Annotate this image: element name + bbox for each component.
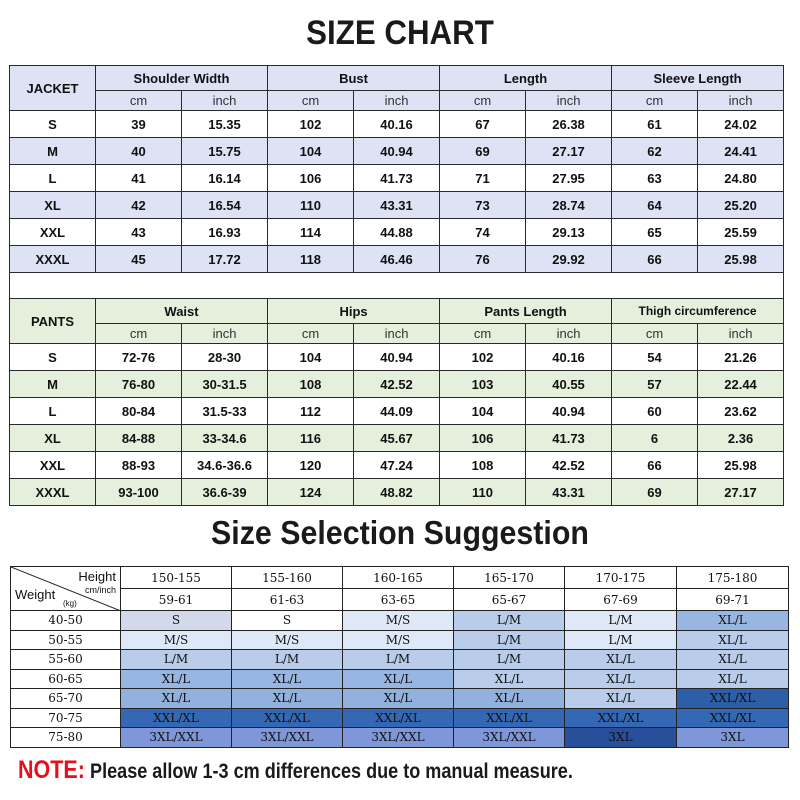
measurement-cell: 42 xyxy=(96,192,182,219)
measurement-cell: 27.17 xyxy=(526,138,612,165)
measurement-cell: 57 xyxy=(612,371,698,398)
suggested-size-cell: S xyxy=(232,611,343,631)
measurement-cell: 108 xyxy=(268,371,354,398)
suggestion-row xyxy=(11,708,789,728)
size-label: XL xyxy=(10,192,96,219)
measurement-cell: 76 xyxy=(440,246,526,273)
weight-range: 60-65 xyxy=(11,669,121,689)
height-inch-header: 61-63 xyxy=(232,589,343,611)
table-row xyxy=(10,111,784,138)
suggested-size-cell: XXL/XL xyxy=(454,708,565,728)
suggested-size-cell: XL/L xyxy=(121,669,232,689)
measurement-cell: 27.17 xyxy=(698,479,784,506)
height-inch-header: 65-67 xyxy=(454,589,565,611)
measurement-cell: 118 xyxy=(268,246,354,273)
suggested-size-cell: 3XL/XXL xyxy=(121,728,232,748)
jacket-header: Length xyxy=(440,66,612,91)
pants-size-table xyxy=(9,298,784,506)
measurement-cell: 16.14 xyxy=(182,165,268,192)
height-inch-header: 67-69 xyxy=(565,589,677,611)
measurement-cell: 25.20 xyxy=(698,192,784,219)
height-cm-row xyxy=(11,567,789,589)
measurement-cell: 43 xyxy=(96,219,182,246)
suggestion-title: Size Selection Suggestion xyxy=(211,514,589,551)
measurement-cell: 31.5-33 xyxy=(182,398,268,425)
measurement-cell: 40 xyxy=(96,138,182,165)
size-label: L xyxy=(10,165,96,192)
suggested-size-cell: XL/L xyxy=(677,650,789,670)
weight-axis-label: Weight xyxy=(15,587,56,602)
measurement-cell: 39 xyxy=(96,111,182,138)
weight-range: 40-50 xyxy=(11,611,121,631)
height-cm-header: 170-175 xyxy=(565,567,677,589)
suggested-size-cell: XXL/XL xyxy=(677,689,789,709)
measurement-cell: 2.36 xyxy=(698,425,784,452)
size-label: S xyxy=(10,111,96,138)
measurement-cell: 42.52 xyxy=(526,452,612,479)
size-label: XL xyxy=(10,425,96,452)
measurement-cell: 120 xyxy=(268,452,354,479)
note-text: Please allow 1-3 cm differences due to manual measure. xyxy=(90,760,573,783)
measurement-cell: 73 xyxy=(440,192,526,219)
suggested-size-cell: XL/L xyxy=(565,650,677,670)
suggested-size-cell: L/M xyxy=(343,650,454,670)
measurement-cell: 33-34.6 xyxy=(182,425,268,452)
suggested-size-cell: XL/L xyxy=(677,630,789,650)
height-inch-header: 63-65 xyxy=(343,589,454,611)
measurement-cell: 16.93 xyxy=(182,219,268,246)
height-axis-label: Height xyxy=(78,569,116,584)
suggested-size-cell: L/M xyxy=(565,611,677,631)
measurement-cell: 62 xyxy=(612,138,698,165)
table-row xyxy=(10,371,784,398)
jacket-header-row xyxy=(10,66,784,91)
table-row xyxy=(10,398,784,425)
unit-label: cm xyxy=(268,91,354,111)
note xyxy=(18,756,573,785)
measurement-cell: 116 xyxy=(268,425,354,452)
note-label: NOTE: xyxy=(18,756,85,784)
measurement-cell: 124 xyxy=(268,479,354,506)
size-label: L xyxy=(10,398,96,425)
pants-header: Hips xyxy=(268,299,440,324)
unit-label: inch xyxy=(526,91,612,111)
unit-label: cm xyxy=(440,91,526,111)
measurement-cell: 25.59 xyxy=(698,219,784,246)
height-cm-header: 150-155 xyxy=(121,567,232,589)
suggested-size-cell: XXL/XL xyxy=(121,708,232,728)
measurement-cell: 40.16 xyxy=(354,111,440,138)
jacket-header: Bust xyxy=(268,66,440,91)
suggested-size-cell: XL/L xyxy=(343,669,454,689)
unit-label: inch xyxy=(698,91,784,111)
measurement-cell: 30-31.5 xyxy=(182,371,268,398)
suggested-size-cell: XXL/XL xyxy=(232,708,343,728)
table-row xyxy=(10,219,784,246)
height-cm-header: 155-160 xyxy=(232,567,343,589)
suggested-size-cell: L/M xyxy=(232,650,343,670)
measurement-cell: 67 xyxy=(440,111,526,138)
measurement-cell: 76-80 xyxy=(96,371,182,398)
measurement-cell: 93-100 xyxy=(96,479,182,506)
measurement-cell: 23.62 xyxy=(698,398,784,425)
jacket-header: Sleeve Length xyxy=(612,66,784,91)
pants-header: Waist xyxy=(96,299,268,324)
measurement-cell: 29.92 xyxy=(526,246,612,273)
measurement-cell: 104 xyxy=(268,344,354,371)
weight-range: 55-60 xyxy=(11,650,121,670)
unit-label: inch xyxy=(354,91,440,111)
measurement-cell: 15.75 xyxy=(182,138,268,165)
measurement-cell: 61 xyxy=(612,111,698,138)
height-inch-header: 59-61 xyxy=(121,589,232,611)
measurement-cell: 64 xyxy=(612,192,698,219)
measurement-cell: 15.35 xyxy=(182,111,268,138)
weight-range: 50-55 xyxy=(11,630,121,650)
suggested-size-cell: 3XL xyxy=(677,728,789,748)
suggested-size-cell: L/M xyxy=(565,630,677,650)
measurement-cell: 28.74 xyxy=(526,192,612,219)
size-label: M xyxy=(10,371,96,398)
suggested-size-cell: XXL/XL xyxy=(565,708,677,728)
measurement-cell: 104 xyxy=(440,398,526,425)
suggested-size-cell: XL/L xyxy=(565,689,677,709)
table-row xyxy=(10,425,784,452)
size-suggestion-table xyxy=(10,566,789,748)
measurement-cell: 65 xyxy=(612,219,698,246)
suggested-size-cell: XL/L xyxy=(454,689,565,709)
measurement-cell: 24.80 xyxy=(698,165,784,192)
suggestion-row xyxy=(11,650,789,670)
suggested-size-cell: 3XL/XXL xyxy=(343,728,454,748)
unit-label: inch xyxy=(698,324,784,344)
measurement-cell: 110 xyxy=(440,479,526,506)
table-row xyxy=(10,479,784,506)
measurement-cell: 41.73 xyxy=(526,425,612,452)
measurement-cell: 43.31 xyxy=(526,479,612,506)
suggested-size-cell: XL/L xyxy=(232,689,343,709)
measurement-cell: 21.26 xyxy=(698,344,784,371)
unit-label: inch xyxy=(182,324,268,344)
measurement-cell: 103 xyxy=(440,371,526,398)
axis-corner-cell xyxy=(11,567,121,611)
measurement-cell: 41 xyxy=(96,165,182,192)
unit-label: inch xyxy=(526,324,612,344)
measurement-cell: 24.41 xyxy=(698,138,784,165)
size-label: XXXL xyxy=(10,246,96,273)
measurement-cell: 44.09 xyxy=(354,398,440,425)
suggestion-rows xyxy=(11,611,789,748)
measurement-cell: 24.02 xyxy=(698,111,784,138)
measurement-cell: 36.6-39 xyxy=(182,479,268,506)
measurement-cell: 40.16 xyxy=(526,344,612,371)
measurement-cell: 43.31 xyxy=(354,192,440,219)
measurement-cell: 110 xyxy=(268,192,354,219)
measurement-cell: 40.55 xyxy=(526,371,612,398)
measurement-cell: 45 xyxy=(96,246,182,273)
size-chart-title: SIZE CHART xyxy=(306,14,494,52)
measurement-cell: 88-93 xyxy=(96,452,182,479)
measurement-cell: 108 xyxy=(440,452,526,479)
suggested-size-cell: XXL/XL xyxy=(343,708,454,728)
suggested-size-cell: M/S xyxy=(343,630,454,650)
suggested-size-cell: L/M xyxy=(454,630,565,650)
measurement-cell: 102 xyxy=(440,344,526,371)
measurement-cell: 74 xyxy=(440,219,526,246)
measurement-cell: 25.98 xyxy=(698,452,784,479)
table-row xyxy=(10,138,784,165)
suggested-size-cell: XL/L xyxy=(454,669,565,689)
measurement-cell: 29.13 xyxy=(526,219,612,246)
jacket-size-table xyxy=(9,65,784,303)
suggestion-row xyxy=(11,689,789,709)
measurement-cell: 6 xyxy=(612,425,698,452)
pants-header: Pants Length xyxy=(440,299,612,324)
unit-label: cm xyxy=(612,324,698,344)
measurement-cell: 106 xyxy=(440,425,526,452)
kg-axis-label: (kg) xyxy=(63,599,77,608)
measurement-cell: 104 xyxy=(268,138,354,165)
measurement-cell: 40.94 xyxy=(354,344,440,371)
measurement-cell: 41.73 xyxy=(354,165,440,192)
table-row xyxy=(10,192,784,219)
measurement-cell: 102 xyxy=(268,111,354,138)
table-row xyxy=(10,246,784,273)
suggested-size-cell: XL/L xyxy=(121,689,232,709)
unit-label: inch xyxy=(354,324,440,344)
size-label: M xyxy=(10,138,96,165)
suggested-size-cell: 3XL/XXL xyxy=(232,728,343,748)
measurement-cell: 80-84 xyxy=(96,398,182,425)
unit-label: cm xyxy=(612,91,698,111)
measurement-cell: 69 xyxy=(440,138,526,165)
suggestion-row xyxy=(11,611,789,631)
measurement-cell: 54 xyxy=(612,344,698,371)
unit-label: cm xyxy=(268,324,354,344)
suggested-size-cell: M/S xyxy=(232,630,343,650)
suggested-size-cell: L/M xyxy=(454,611,565,631)
measurement-cell: 26.38 xyxy=(526,111,612,138)
suggested-size-cell: S xyxy=(121,611,232,631)
measurement-cell: 25.98 xyxy=(698,246,784,273)
unit-label: cm xyxy=(96,91,182,111)
pants-rows xyxy=(10,344,784,506)
unit-axis-label: cm/inch xyxy=(84,585,116,595)
measurement-cell: 66 xyxy=(612,452,698,479)
measurement-cell: 22.44 xyxy=(698,371,784,398)
height-inch-row xyxy=(11,589,789,611)
measurement-cell: 72-76 xyxy=(96,344,182,371)
measurement-cell: 48.82 xyxy=(354,479,440,506)
suggested-size-cell: XL/L xyxy=(677,611,789,631)
suggestion-row xyxy=(11,728,789,748)
unit-label: cm xyxy=(440,324,526,344)
suggested-size-cell: XL/L xyxy=(565,669,677,689)
pants-unit-row xyxy=(10,324,784,344)
suggested-size-cell: XXL/XL xyxy=(677,708,789,728)
jacket-header: Shoulder Width xyxy=(96,66,268,91)
measurement-cell: 47.24 xyxy=(354,452,440,479)
measurement-cell: 45.67 xyxy=(354,425,440,452)
jacket-unit-row xyxy=(10,91,784,111)
measurement-cell: 42.52 xyxy=(354,371,440,398)
suggested-size-cell: M/S xyxy=(121,630,232,650)
measurement-cell: 40.94 xyxy=(526,398,612,425)
suggested-size-cell: L/M xyxy=(121,650,232,670)
size-label: XXXL xyxy=(10,479,96,506)
measurement-cell: 106 xyxy=(268,165,354,192)
pants-label: PANTS xyxy=(10,299,96,344)
measurement-cell: 114 xyxy=(268,219,354,246)
suggestion-row xyxy=(11,669,789,689)
measurement-cell: 17.72 xyxy=(182,246,268,273)
table-row xyxy=(10,165,784,192)
height-cm-header: 160-165 xyxy=(343,567,454,589)
measurement-cell: 46.46 xyxy=(354,246,440,273)
height-cm-header: 175-180 xyxy=(677,567,789,589)
table-row xyxy=(10,452,784,479)
table-row xyxy=(10,344,784,371)
height-cm-header: 165-170 xyxy=(454,567,565,589)
weight-range: 65-70 xyxy=(11,689,121,709)
size-label: XXL xyxy=(10,219,96,246)
jacket-label: JACKET xyxy=(10,66,96,111)
size-label: XXL xyxy=(10,452,96,479)
height-inch-header: 69-71 xyxy=(677,589,789,611)
measurement-cell: 63 xyxy=(612,165,698,192)
suggested-size-cell: 3XL/XXL xyxy=(454,728,565,748)
measurement-cell: 16.54 xyxy=(182,192,268,219)
measurement-cell: 44.88 xyxy=(354,219,440,246)
suggested-size-cell: XL/L xyxy=(343,689,454,709)
measurement-cell: 69 xyxy=(612,479,698,506)
suggested-size-cell: XL/L xyxy=(677,669,789,689)
measurement-cell: 27.95 xyxy=(526,165,612,192)
weight-range: 70-75 xyxy=(11,708,121,728)
unit-label: inch xyxy=(182,91,268,111)
size-label: S xyxy=(10,344,96,371)
measurement-cell: 71 xyxy=(440,165,526,192)
suggested-size-cell: M/S xyxy=(343,611,454,631)
measurement-cell: 66 xyxy=(612,246,698,273)
measurement-cell: 28-30 xyxy=(182,344,268,371)
suggested-size-cell: XL/L xyxy=(232,669,343,689)
jacket-rows xyxy=(10,111,784,273)
measurement-cell: 34.6-36.6 xyxy=(182,452,268,479)
suggested-size-cell: 3XL xyxy=(565,728,677,748)
measurement-cell: 84-88 xyxy=(96,425,182,452)
unit-label: cm xyxy=(96,324,182,344)
weight-range: 75-80 xyxy=(11,728,121,748)
measurement-cell: 112 xyxy=(268,398,354,425)
suggestion-row xyxy=(11,630,789,650)
measurement-cell: 40.94 xyxy=(354,138,440,165)
suggested-size-cell: L/M xyxy=(454,650,565,670)
pants-header: Thigh circumference xyxy=(612,299,784,324)
measurement-cell: 60 xyxy=(612,398,698,425)
pants-header-row xyxy=(10,299,784,324)
